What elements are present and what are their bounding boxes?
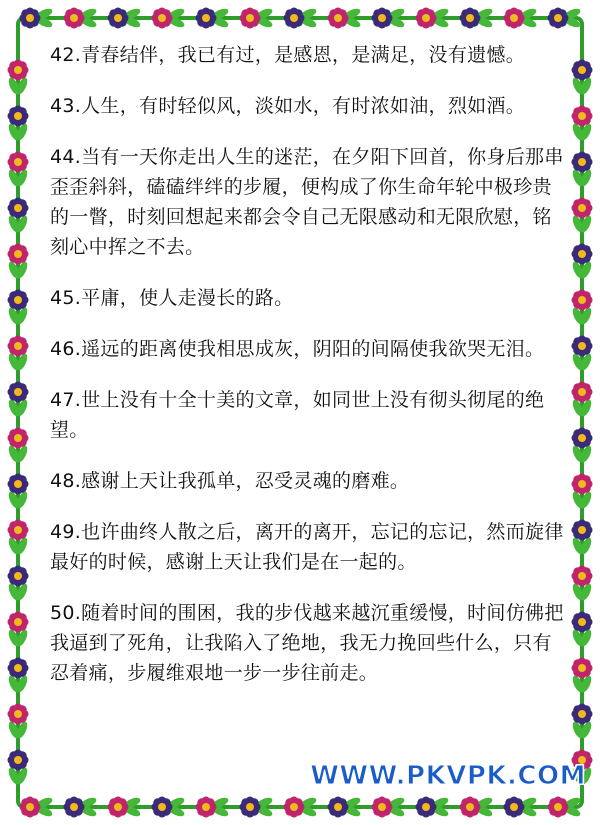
flower-center bbox=[554, 14, 562, 22]
flower-center bbox=[14, 112, 22, 120]
flower-center bbox=[422, 803, 430, 811]
flower-center bbox=[14, 710, 22, 718]
flower-center bbox=[246, 14, 254, 22]
flower-center bbox=[202, 803, 210, 811]
quote-number: 43. bbox=[50, 95, 82, 117]
flower-center bbox=[14, 480, 22, 488]
quote-text: 人生，有时轻似风，淡如水，有时浓如油，烈如酒。 bbox=[81, 95, 526, 117]
quote-text: 青春结伴，我已有过，是感恩，是满足，没有遗憾。 bbox=[81, 44, 526, 66]
flower-center bbox=[510, 803, 518, 811]
quote-text: 世上没有十全十美的文章，如同世上没有彻头彻尾的绝望。 bbox=[50, 389, 545, 441]
quote-text: 当有一天你走出人生的迷茫，在夕阳下回首，你身后那串歪歪斜斜，磕磕绊绊的步履，便构成了你生命年轮中极珍贵的一瞥，时刻回想起来都会令自己无限感动和无限欣慰，铭刻心中挥之不去。 bbox=[50, 146, 564, 258]
flower-center bbox=[578, 342, 586, 350]
flower-center bbox=[14, 204, 22, 212]
flower-center bbox=[26, 14, 34, 22]
flower-center bbox=[14, 296, 22, 304]
flower-center bbox=[26, 803, 34, 811]
flower-center bbox=[578, 66, 586, 74]
quote-entry-48 bbox=[50, 466, 565, 496]
flower-center bbox=[14, 664, 22, 672]
quote-number: 48. bbox=[50, 470, 82, 492]
quote-text: 遥远的距离使我相思成灰，阴阳的间隔使我欲哭无泪。 bbox=[81, 338, 545, 360]
flower-center bbox=[578, 250, 586, 258]
flower-center bbox=[578, 664, 586, 672]
quote-number: 47. bbox=[50, 389, 82, 411]
flower-center bbox=[14, 158, 22, 166]
flower-center bbox=[378, 14, 386, 22]
quote-number: 42. bbox=[50, 44, 82, 66]
flower-center bbox=[578, 158, 586, 166]
quote-entry-50 bbox=[50, 598, 565, 688]
flower-center bbox=[334, 803, 342, 811]
flower-center bbox=[70, 14, 78, 22]
quote-entry-42 bbox=[50, 40, 565, 70]
quote-entry-45 bbox=[50, 283, 565, 313]
flower-center bbox=[14, 66, 22, 74]
flower-center bbox=[466, 803, 474, 811]
flower-center bbox=[578, 296, 586, 304]
flower-center bbox=[422, 14, 430, 22]
flower-center bbox=[578, 434, 586, 442]
site-watermark: WWW.PKVPK.COM bbox=[310, 761, 586, 791]
flower-center bbox=[578, 480, 586, 488]
quote-number: 45. bbox=[50, 287, 82, 309]
flower-center bbox=[114, 803, 122, 811]
flower-center bbox=[14, 250, 22, 258]
flower-center bbox=[290, 14, 298, 22]
quote-number: 50. bbox=[50, 602, 82, 624]
flower-center bbox=[578, 526, 586, 534]
flower-center bbox=[578, 618, 586, 626]
quote-text: 随着时间的围困，我的步伐越来越沉重缓慢，时间仿佛把我逼到了死角，让我陷入了绝地，我无力挽回些什么，只有忍着痛，步履维艰地一步一步往前走。 bbox=[50, 602, 564, 684]
flower-center bbox=[14, 342, 22, 350]
quote-entry-49 bbox=[50, 517, 565, 577]
quote-text: 也许曲终人散之后，离开的离开，忘记的忘记，然而旋律最好的时候，感谢上天让我们是在一起的。 bbox=[50, 521, 564, 573]
quote-entry-46 bbox=[50, 334, 565, 364]
flower-center bbox=[14, 572, 22, 580]
flower-center bbox=[14, 434, 22, 442]
quote-text: 感谢上天让我孤单，忍受灵魂的磨难。 bbox=[81, 470, 410, 492]
flower-center bbox=[290, 803, 298, 811]
quote-list bbox=[50, 40, 565, 709]
quote-number: 44. bbox=[50, 146, 82, 168]
quote-number: 49. bbox=[50, 521, 82, 543]
flower-center bbox=[510, 14, 518, 22]
flower-center bbox=[554, 803, 562, 811]
flower-center bbox=[378, 803, 386, 811]
quote-text: 平庸，使人走漫长的路。 bbox=[81, 287, 294, 309]
flower-center bbox=[578, 204, 586, 212]
flower-center bbox=[578, 710, 586, 718]
flower-center bbox=[578, 388, 586, 396]
flower-center bbox=[202, 14, 210, 22]
flower-center bbox=[246, 803, 254, 811]
flower-center bbox=[578, 112, 586, 120]
flower-center bbox=[14, 618, 22, 626]
quote-number: 46. bbox=[50, 338, 82, 360]
flower-center bbox=[14, 388, 22, 396]
flower-center bbox=[70, 803, 78, 811]
quote-entry-44 bbox=[50, 142, 565, 262]
flower-center bbox=[158, 14, 166, 22]
flower-center bbox=[578, 572, 586, 580]
flower-center bbox=[334, 14, 342, 22]
quote-entry-43 bbox=[50, 91, 565, 121]
quote-entry-47 bbox=[50, 385, 565, 445]
flower-center bbox=[466, 14, 474, 22]
flower-center bbox=[158, 803, 166, 811]
flower-center bbox=[114, 14, 122, 22]
flower-center bbox=[14, 526, 22, 534]
flower-center bbox=[14, 756, 22, 764]
